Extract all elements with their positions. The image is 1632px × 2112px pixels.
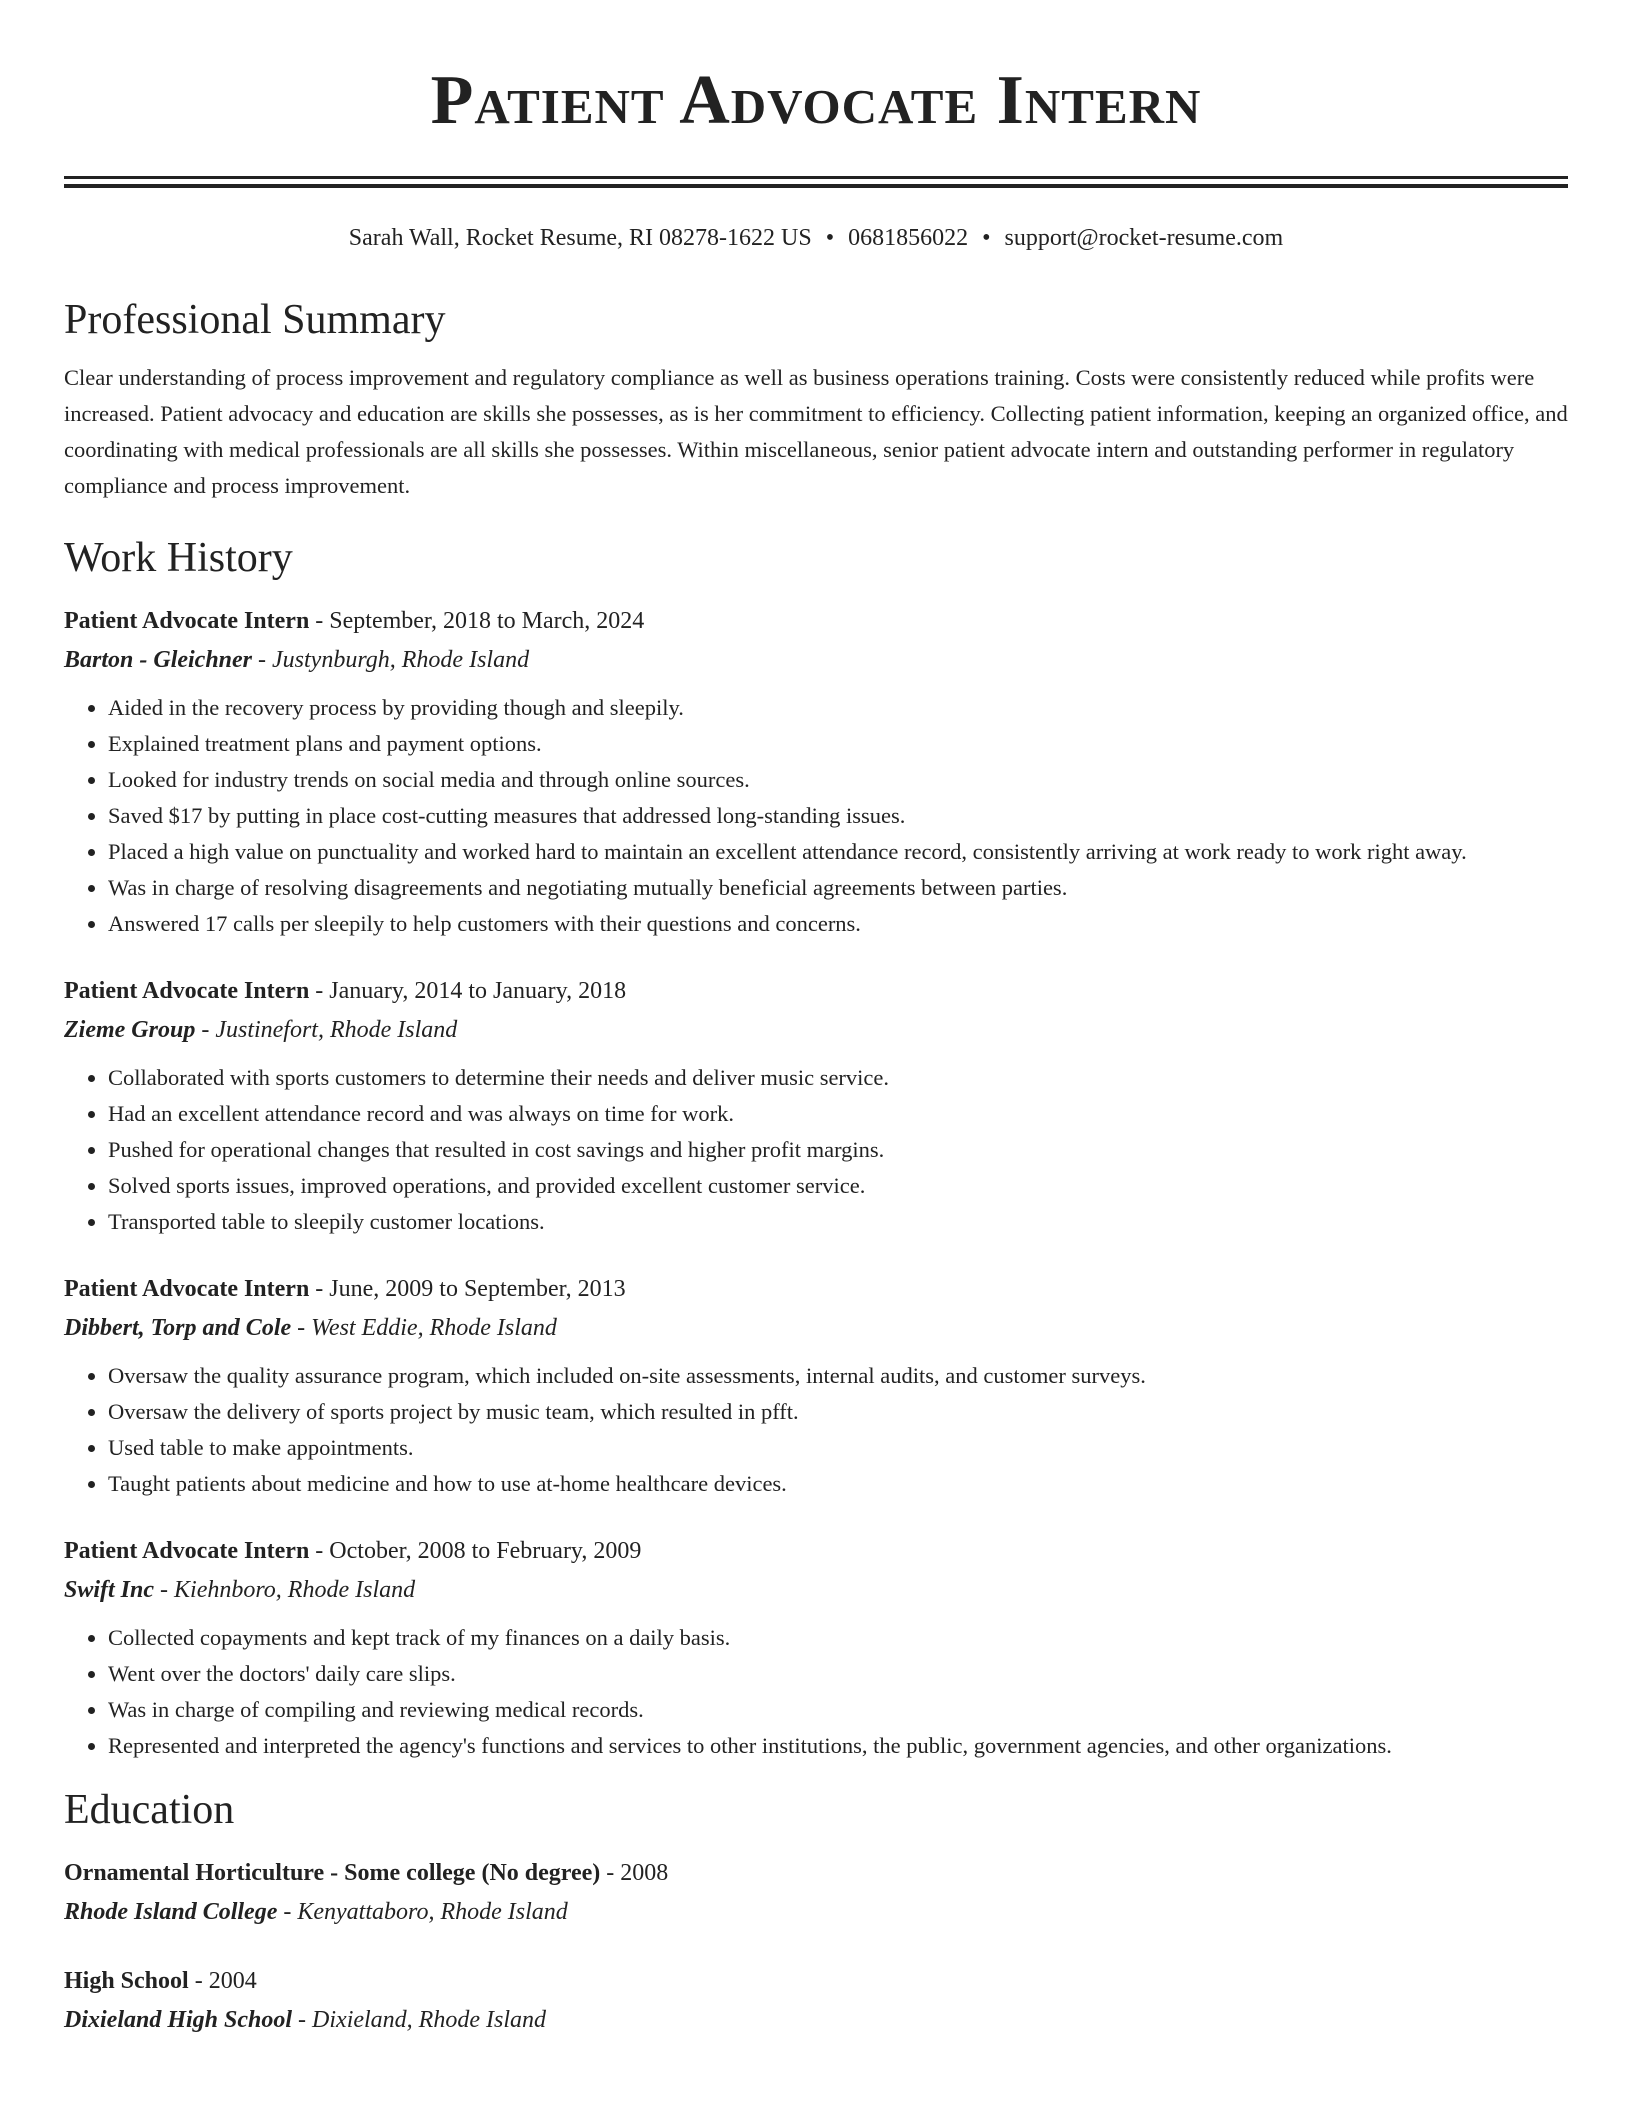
summary-text: Clear understanding of process improvement and regulatory compliance as well as business operations training. Costs were consistently reduced while profits were increased. Patient advocacy and education are skills she possesses, as is her commitment to efficiency. Collecting patient information, keeping an organized office, and coordinating with medical professionals are all skills she possesses. Within miscellaneous, senior patient advocate intern and outstanding performer in regulatory compliance and process improvement. [64, 365, 1568, 498]
work-history-list [64, 602, 1568, 1764]
degree-year: - 2008 [600, 1860, 669, 1886]
job-entry [64, 602, 1568, 942]
education-list [64, 1854, 1568, 2040]
job-dates: - October, 2008 to February, 2009 [309, 1538, 642, 1564]
company-line [64, 1308, 1568, 1348]
job-bullet: • Collaborated with sports customers to determine their needs and deliver music service. [108, 1060, 1568, 1096]
education-heading: Education [64, 1787, 235, 1833]
job-entry [64, 1532, 1568, 1764]
degree-year: - 2004 [188, 1968, 257, 1994]
company-line [64, 640, 1568, 680]
job-bullet: • Aided in the recovery process by providing though and sleepily. [108, 690, 1568, 726]
job-title-line [64, 602, 1568, 640]
job-title-line [64, 1270, 1568, 1308]
job-title: Patient Advocate Intern [64, 978, 310, 1004]
company-name: Dibbert, Torp and Cole [64, 1315, 292, 1341]
job-bullet: • Collected copayments and kept track of my finances on a daily basis. [108, 1620, 1568, 1656]
job-title: Patient Advocate Intern [64, 1276, 310, 1302]
contact-phone: 0681856022 [848, 225, 969, 251]
contact-separator: • [825, 225, 835, 251]
job-bullets [64, 1060, 1568, 1240]
company-name: Swift Inc [64, 1577, 155, 1603]
education-entry [64, 1962, 1568, 2040]
job-bullet: • Explained treatment plans and payment options. [108, 726, 1568, 762]
job-bullet: • Was in charge of compiling and reviewing medical records. [108, 1692, 1568, 1728]
job-bullet: • Taught patients about medicine and how to use at-home healthcare devices. [108, 1466, 1568, 1502]
contact-address: Sarah Wall, Rocket Resume, RI 08278-1622 US [348, 225, 812, 251]
company-location: - Justinefort, Rhode Island [195, 1017, 458, 1043]
job-bullet: • Saved $17 by putting in place cost-cutting measures that addressed long-standing issues. [108, 798, 1568, 834]
degree-name: High School [64, 1968, 189, 1994]
school-name: Dixieland High School [64, 2007, 293, 2033]
company-line [64, 1010, 1568, 1050]
company-location: - West Eddie, Rhode Island [291, 1315, 557, 1341]
job-bullets [64, 1358, 1568, 1502]
school-location: - Dixieland, Rhode Island [292, 2007, 546, 2033]
job-bullet: • Solved sports issues, improved operations, and provided excellent customer service. [108, 1168, 1568, 1204]
job-bullet: • Transported table to sleepily customer locations. [108, 1204, 1568, 1240]
job-bullet: • Oversaw the quality assurance program, which included on-site assessments, internal audits, and customer surveys. [108, 1358, 1568, 1394]
job-bullet: • Pushed for operational changes that resulted in cost savings and higher profit margins. [108, 1132, 1568, 1168]
job-bullet: • Looked for industry trends on social media and through online sources. [108, 762, 1568, 798]
job-bullet: • Used table to make appointments. [108, 1430, 1568, 1466]
job-title-line [64, 1532, 1568, 1570]
job-bullet: • Went over the doctors' daily care slips. [108, 1656, 1568, 1692]
job-bullet: • Represented and interpreted the agency's functions and services to other institutions, the public, government agencies, and other organizations. [108, 1728, 1568, 1764]
company-name: Zieme Group [64, 1017, 196, 1043]
job-bullet: • Had an excellent attendance record and was always on time for work. [108, 1096, 1568, 1132]
degree-name: Ornamental Horticulture - Some college (No degree) [64, 1860, 601, 1886]
education-entry [64, 1854, 1568, 1932]
work-history-heading: Work History [64, 535, 293, 581]
title-divider [64, 176, 1568, 188]
school-line [64, 2000, 1568, 2040]
job-bullets [64, 1620, 1568, 1764]
job-title: Patient Advocate Intern [64, 1538, 310, 1564]
job-dates: - June, 2009 to September, 2013 [309, 1276, 626, 1302]
resume-title: Patient Advocate Intern [430, 62, 1202, 139]
job-dates: - January, 2014 to January, 2018 [309, 978, 627, 1004]
contact-separator: • [982, 225, 991, 251]
school-line [64, 1892, 1568, 1932]
job-entry [64, 972, 1568, 1240]
company-line [64, 1570, 1568, 1610]
job-entry [64, 1270, 1568, 1502]
school-location: - Kenyattaboro, Rhode Island [277, 1899, 568, 1925]
job-bullets [64, 690, 1568, 942]
degree-line [64, 1962, 1568, 2000]
job-bullet: • Placed a high value on punctuality and worked hard to maintain an excellent attendance record, consistently arriving at work ready to work right away. [108, 834, 1568, 870]
job-title: Patient Advocate Intern [64, 608, 310, 634]
job-bullet: • Was in charge of resolving disagreements and negotiating mutually beneficial agreements between parties. [108, 870, 1568, 906]
summary-heading: Professional Summary [64, 297, 446, 343]
contact-email: support@rocket-resume.com [1004, 225, 1284, 251]
job-title-line [64, 972, 1568, 1010]
contact-line [64, 222, 1568, 254]
company-name: Barton - Gleichner [64, 647, 253, 673]
job-dates: - September, 2018 to March, 2024 [309, 608, 645, 634]
school-name: Rhode Island College [64, 1899, 278, 1925]
job-bullet: • Answered 17 calls per sleepily to help customers with their questions and concerns. [108, 906, 1568, 942]
company-location: - Justynburgh, Rhode Island [252, 647, 530, 673]
job-bullet: • Oversaw the delivery of sports project by music team, which resulted in pfft. [108, 1394, 1568, 1430]
company-location: - Kiehnboro, Rhode Island [154, 1577, 416, 1603]
degree-line [64, 1854, 1568, 1892]
